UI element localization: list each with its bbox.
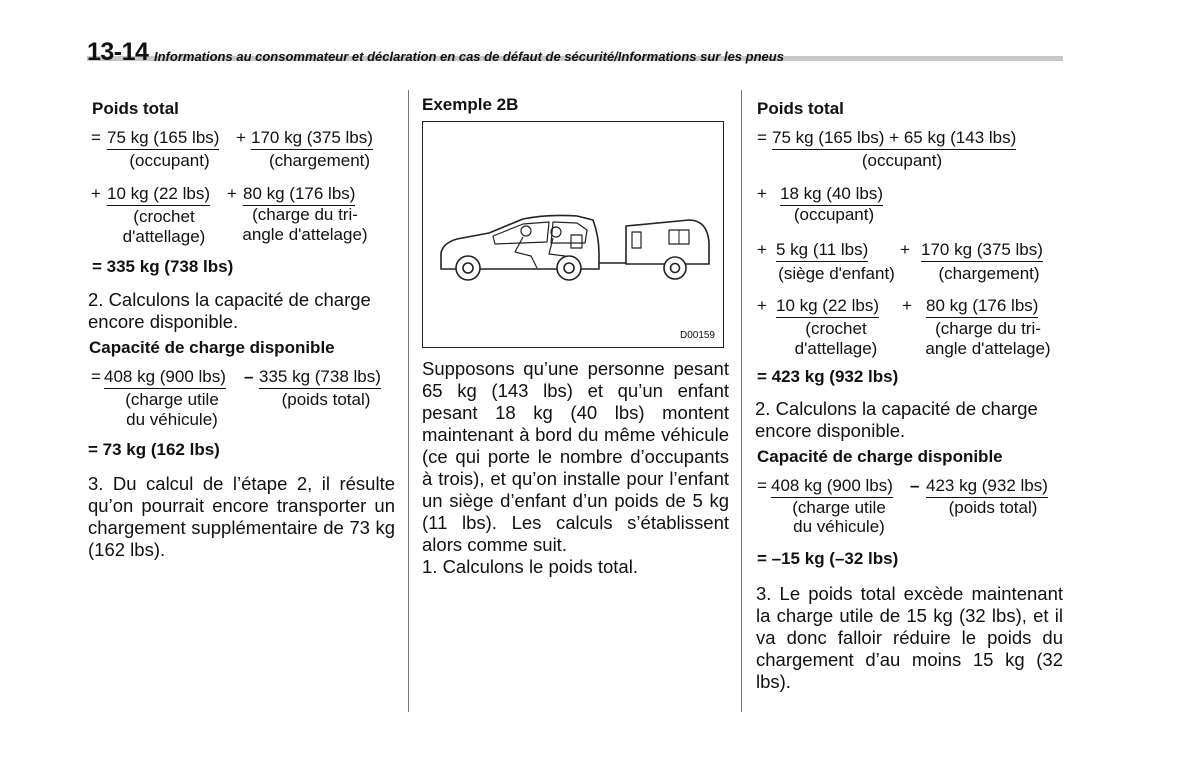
eq3-label-b: (poids total) (281, 390, 371, 409)
c3-eq5-label-a1: (charge utile (792, 498, 886, 517)
example-paragraph: Supposons qu’une personne pesant 65 kg (143 lbs) et qu’un enfant pesant 18 kg (40 lbs) montent maintenant à bord du même véhicule (ce qui porte le nombre d’occupants à trois), et qu’on installe pour l’enfant un siège d’enfant d’un poids de 5 kg (11 lbs). Les calculs s’établissent alors comme suit. (422, 358, 729, 555)
eq1-value-b: 170 kg (375 lbs) (251, 128, 373, 150)
c3-step3-paragraph: 3. Le poids total excède maintenant la charge utile de 15 kg (32 lbs), et il va donc falloir réduire le poids du chargement d’au moins 15 kg (32 lbs). (756, 583, 1063, 692)
c3-eq3-value-b: 170 kg (375 lbs) (921, 240, 1043, 262)
total-result: = 335 kg (738 lbs) (92, 257, 234, 276)
eq1-label-a: (occupant) (129, 151, 210, 170)
c3-eq2-value: 18 kg (40 lbs) (780, 184, 883, 206)
c3-eq5-label-a2: du véhicule) (793, 517, 885, 536)
eq3-value-b: 335 kg (738 lbs) (259, 367, 381, 389)
c3-eq1-label: (occupant) (861, 151, 943, 170)
c3-eq2-prefix: + (757, 184, 767, 203)
step2-line1: 2. Calculons la capacité de charge (88, 289, 371, 310)
heading-capacite: Capacité de charge disponible (89, 338, 335, 357)
c3-eq1-prefix: = (757, 128, 767, 147)
heading-exemple-2b: Exemple 2B (422, 95, 519, 114)
c3-eq2-label: (occupant) (793, 205, 875, 224)
c3-total-result: = 423 kg (932 lbs) (757, 367, 899, 386)
column-divider-2 (741, 90, 742, 712)
eq1-plus: + (236, 128, 246, 147)
page-header-title: Informations au consommateur et déclaration en cas de défaut de sécurité/Informations sur les pneus (154, 49, 784, 64)
c3-eq4-label-a2: d'attellage) (794, 339, 878, 358)
c3-eq4-label-a1: (crochet (805, 319, 867, 338)
c3-eq4-value-b: 80 kg (176 lbs) (926, 296, 1038, 318)
eq3-minus: – (244, 367, 254, 386)
c3-eq3-label-a: (siège d'enfant) (778, 264, 895, 283)
c3-eq1-value: 75 kg (165 lbs) + 65 kg (143 lbs) (772, 128, 1016, 150)
c3-eq3-value-a: 5 kg (11 lbs) (776, 240, 868, 262)
eq2-label-a1: (crochet (133, 207, 195, 226)
c3-eq5-minus: – (910, 476, 920, 495)
heading-poids-total-2: Poids total (757, 99, 844, 118)
c3-step2-line1: 2. Calculons la capacité de charge (755, 398, 1038, 419)
column-divider-1 (408, 90, 409, 712)
c3-eq4-value-a: 10 kg (22 lbs) (776, 296, 879, 318)
eq2-plus: + (227, 184, 237, 203)
eq2-value-b: 80 kg (176 lbs) (243, 184, 355, 206)
car-trailer-illustration (423, 122, 723, 347)
eq2-label-a2: d'attellage) (122, 227, 206, 246)
eq3-prefix: = (91, 367, 101, 386)
figure-code: D00159 (679, 330, 715, 341)
c3-eq5-label-b: (poids total) (948, 498, 1038, 517)
eq1-prefix: = (91, 128, 101, 147)
eq3-label-a1: (charge utile (125, 390, 219, 409)
step3-paragraph: 3. Du calcul de l’étape 2, il résulte qu’on pourrait encore transporter un chargement supplémentaire de 73 kg (162 lbs). (88, 473, 395, 560)
page-number: 13-14 (87, 38, 149, 66)
c3-eq5-prefix: = (757, 476, 767, 495)
eq1-value-a: 75 kg (165 lbs) (107, 128, 219, 150)
capacity-result: = 73 kg (162 lbs) (88, 440, 220, 459)
eq2-label-b2: angle d'attelage) (242, 225, 368, 244)
c3-eq3-plus: + (900, 240, 910, 259)
c3-eq5-value-b: 423 kg (932 lbs) (926, 476, 1048, 498)
c3-capacity-result: = –15 kg (–32 lbs) (757, 549, 899, 568)
eq2-label-b1: (charge du tri- (252, 205, 358, 224)
c3-eq4-prefix: + (757, 296, 767, 315)
eq2-prefix: + (91, 184, 101, 203)
c3-eq4-plus: + (902, 296, 912, 315)
c3-step2-line2: encore disponible. (755, 420, 906, 441)
c3-eq5-value-a: 408 kg (900 lbs) (771, 476, 893, 498)
heading-poids-total: Poids total (92, 99, 179, 118)
c3-heading-capacite: Capacité de charge disponible (757, 447, 1003, 466)
figure-car-towing-trailer (422, 121, 724, 348)
eq1-label-b: (chargement) (268, 151, 371, 170)
c3-eq4-label-b1: (charge du tri- (935, 319, 1041, 338)
c3-eq3-label-b: (chargement) (938, 264, 1040, 283)
step2-line2: encore disponible. (88, 311, 239, 332)
eq3-label-a2: du véhicule) (126, 410, 218, 429)
step1-text: 1. Calculons le poids total. (422, 556, 638, 577)
c3-eq4-label-b2: angle d'attelage) (925, 339, 1051, 358)
eq2-value-a: 10 kg (22 lbs) (107, 184, 210, 206)
eq3-value-a: 408 kg (900 lbs) (104, 367, 226, 389)
c3-eq3-prefix: + (757, 240, 767, 259)
